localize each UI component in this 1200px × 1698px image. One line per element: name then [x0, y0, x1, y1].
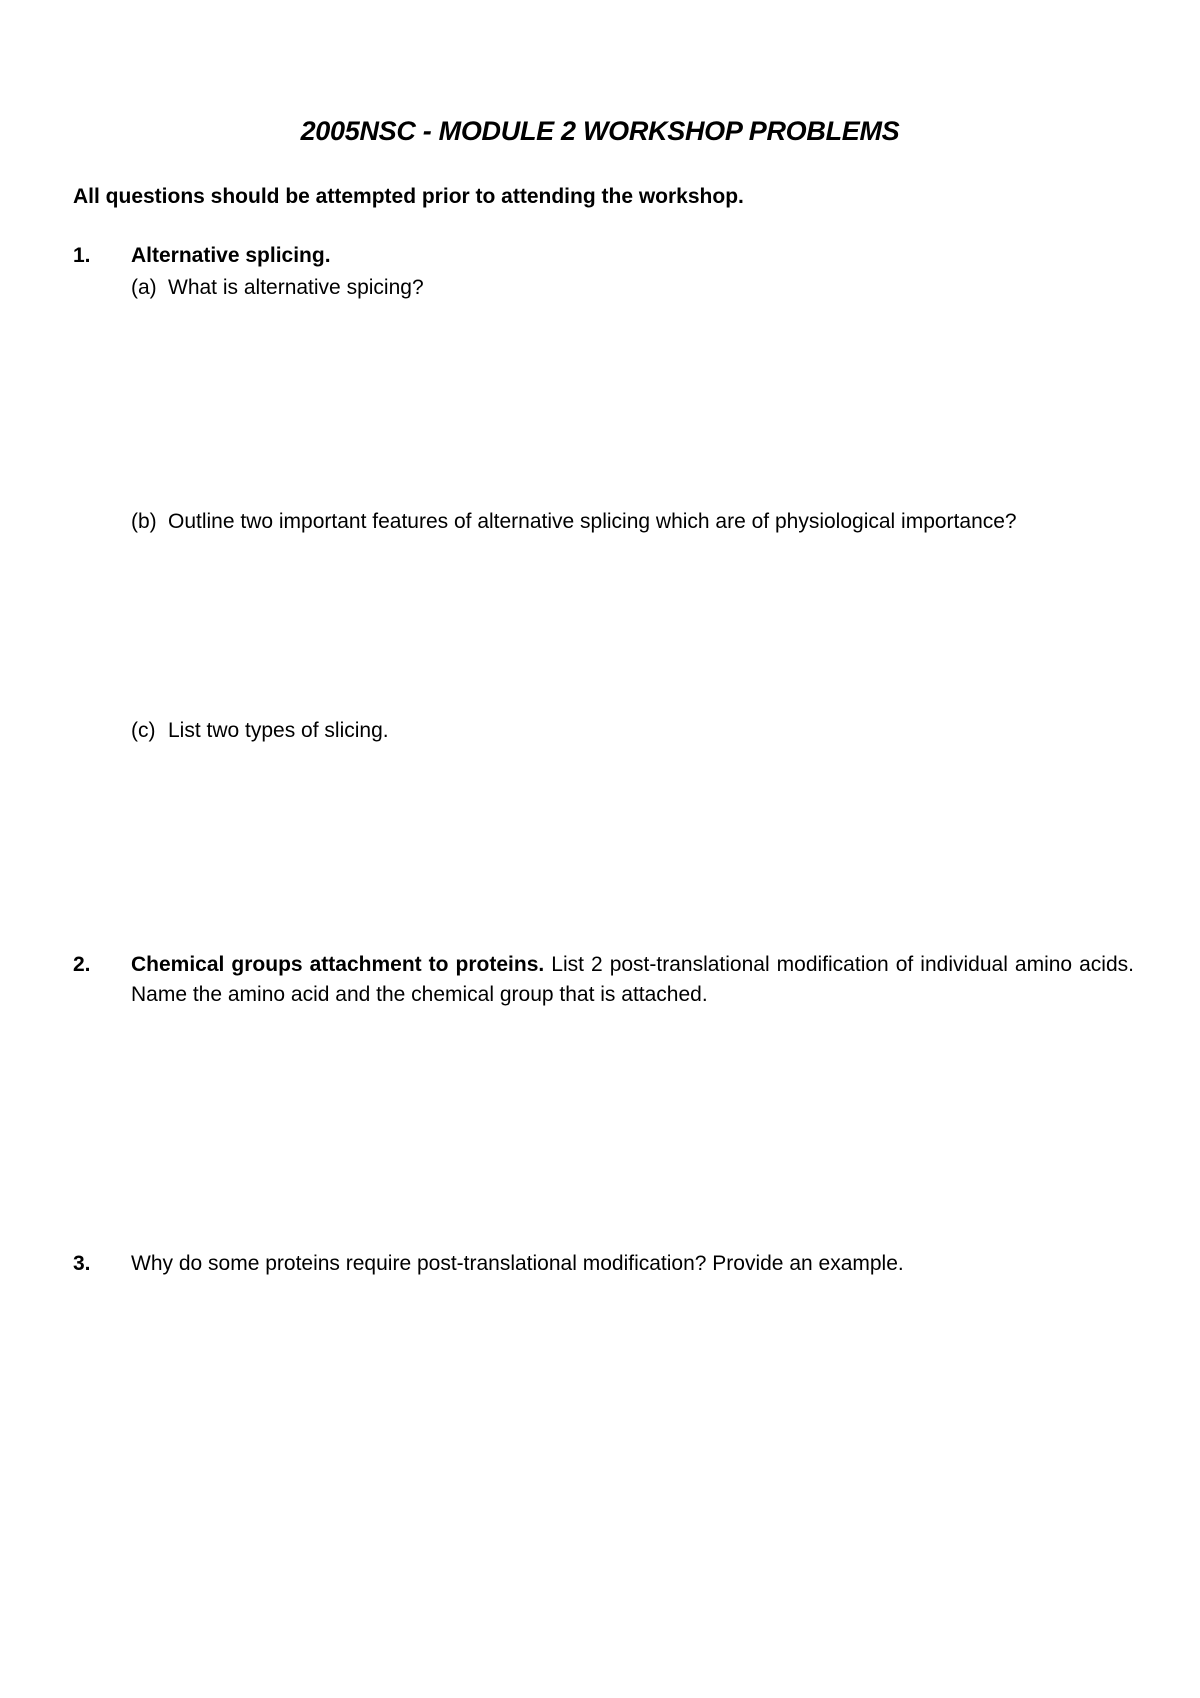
question-1-heading: Alternative splicing. — [131, 244, 331, 267]
question-3-number: 3. — [73, 1252, 91, 1275]
question-1b-label: (b) — [131, 510, 157, 533]
question-1-number: 1. — [73, 244, 91, 267]
question-2-number: 2. — [73, 953, 91, 976]
question-2-body — [131, 950, 1134, 1010]
question-1c-label: (c) — [131, 719, 156, 742]
document-title: 2005NSC - MODULE 2 WORKSHOP PROBLEMS — [300, 116, 900, 146]
instruction-text: All questions should be attempted prior to attending the workshop. — [73, 185, 744, 208]
question-1c — [131, 719, 389, 743]
question-1a-text: What is alternative spicing? — [168, 276, 424, 299]
question-1c-text: List two types of slicing. — [168, 719, 389, 742]
question-1a — [131, 276, 424, 300]
question-2-text: List 2 post-translational modification of individual amino acids. Name the amino acid and the chemical group that is attached. — [131, 953, 1134, 1006]
question-1b-text: Outline two important features of alternative splicing which are of physiological importance? — [168, 510, 1017, 533]
question-3-text: Why do some proteins require post-translational modification? Provide an example. — [131, 1252, 904, 1275]
question-1a-label: (a) — [131, 276, 157, 299]
question-1b — [131, 510, 1017, 534]
question-2-heading: Chemical groups attachment to proteins. — [131, 953, 545, 976]
